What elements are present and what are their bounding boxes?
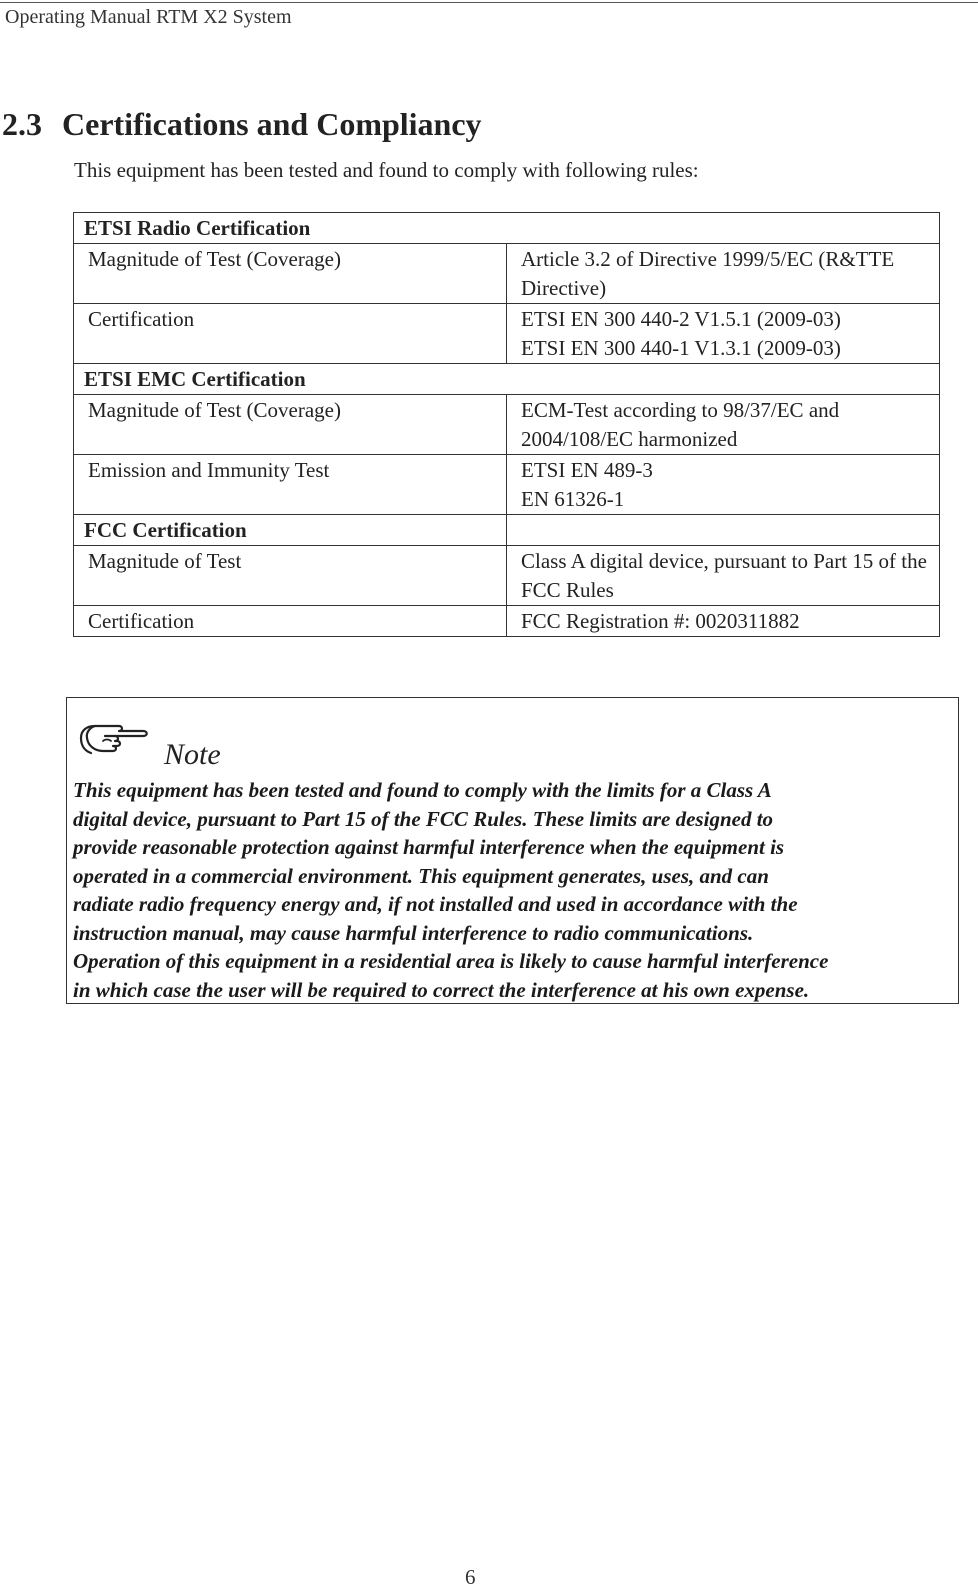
note-line: This equipment has been tested and found to comply with the limits for a Class A (73, 778, 772, 802)
note-body (73, 776, 957, 1004)
page-number: 6 (465, 1565, 476, 1589)
value-line: ETSI EN 489-3 (521, 458, 653, 482)
certification-table (73, 212, 940, 637)
table-group-heading (74, 515, 940, 546)
note-line: provide reasonable protection against harmful interference when the equipment is (73, 835, 785, 859)
value-line: ECM-Test according to 98/37/EC and (521, 398, 840, 422)
value-line: Directive) (521, 276, 607, 300)
value-line: EN 61326-1 (521, 487, 625, 511)
table-row (74, 395, 940, 455)
section-title: Certifications and Compliancy (62, 106, 482, 142)
row-value (507, 546, 940, 606)
table-row (74, 304, 940, 364)
table-row (74, 546, 940, 606)
value-line: 2004/108/EC harmonized (521, 427, 738, 451)
row-label: Magnitude of Test (Coverage) (74, 395, 507, 455)
group-heading-fcc: FCC Certification (74, 515, 507, 546)
table-group-heading (74, 213, 940, 244)
running-header: Operating Manual RTM X2 System (5, 6, 292, 28)
header-rule (0, 2, 978, 3)
note-line: Operation of this equipment in a residential area is likely to cause harmful interference (73, 949, 829, 973)
row-value (507, 244, 940, 304)
note-line: radiate radio frequency energy and, if not installed and used in accordance with the (73, 892, 798, 916)
note-line: instruction manual, may cause harmful interference to radio communications. (73, 920, 754, 945)
note-line: digital device, pursuant to Part 15 of the FCC Rules. These limits are designed to (73, 806, 774, 831)
empty-cell (507, 515, 940, 546)
row-label: Magnitude of Test (74, 546, 507, 606)
row-value (507, 455, 940, 515)
table-group-heading (74, 364, 940, 395)
value-line: ETSI EN 300 440-1 V1.3.1 (2009-03) (521, 336, 841, 360)
value-line: Class A digital device, pursuant to Part 15 of the (521, 549, 927, 573)
value-line: FCC Rules (521, 578, 614, 602)
value-line: FCC Registration #: 0020311882 (521, 609, 800, 633)
group-heading-etsi-emc: ETSI EMC Certification (74, 364, 940, 395)
pointing-hand-icon (75, 720, 155, 756)
table-row (74, 455, 940, 515)
row-value (507, 606, 940, 637)
note-title: Note (164, 738, 221, 771)
row-label: Emission and Immunity Test (74, 455, 507, 515)
table-row (74, 606, 940, 637)
section-number: 2.3 (2, 106, 42, 142)
note-box (66, 697, 959, 1004)
row-label: Magnitude of Test (Coverage) (74, 244, 507, 304)
value-line: ETSI EN 300 440-2 V1.5.1 (2009-03) (521, 307, 841, 331)
row-value (507, 395, 940, 455)
row-label: Certification (74, 304, 507, 364)
section-heading (2, 106, 482, 143)
note-line: operated in a commercial environment. This equipment generates, uses, and can (73, 863, 769, 888)
row-value (507, 304, 940, 364)
note-line: in which case the user will be required to correct the interference at his own expense. (73, 977, 810, 1002)
value-line: Article 3.2 of Directive 1999/5/EC (R&TTE (521, 247, 895, 271)
table-row (74, 244, 940, 304)
group-heading-etsi-radio: ETSI Radio Certification (74, 213, 940, 244)
intro-paragraph: This equipment has been tested and found to comply with following rules: (74, 158, 699, 182)
row-label: Certification (74, 606, 507, 637)
